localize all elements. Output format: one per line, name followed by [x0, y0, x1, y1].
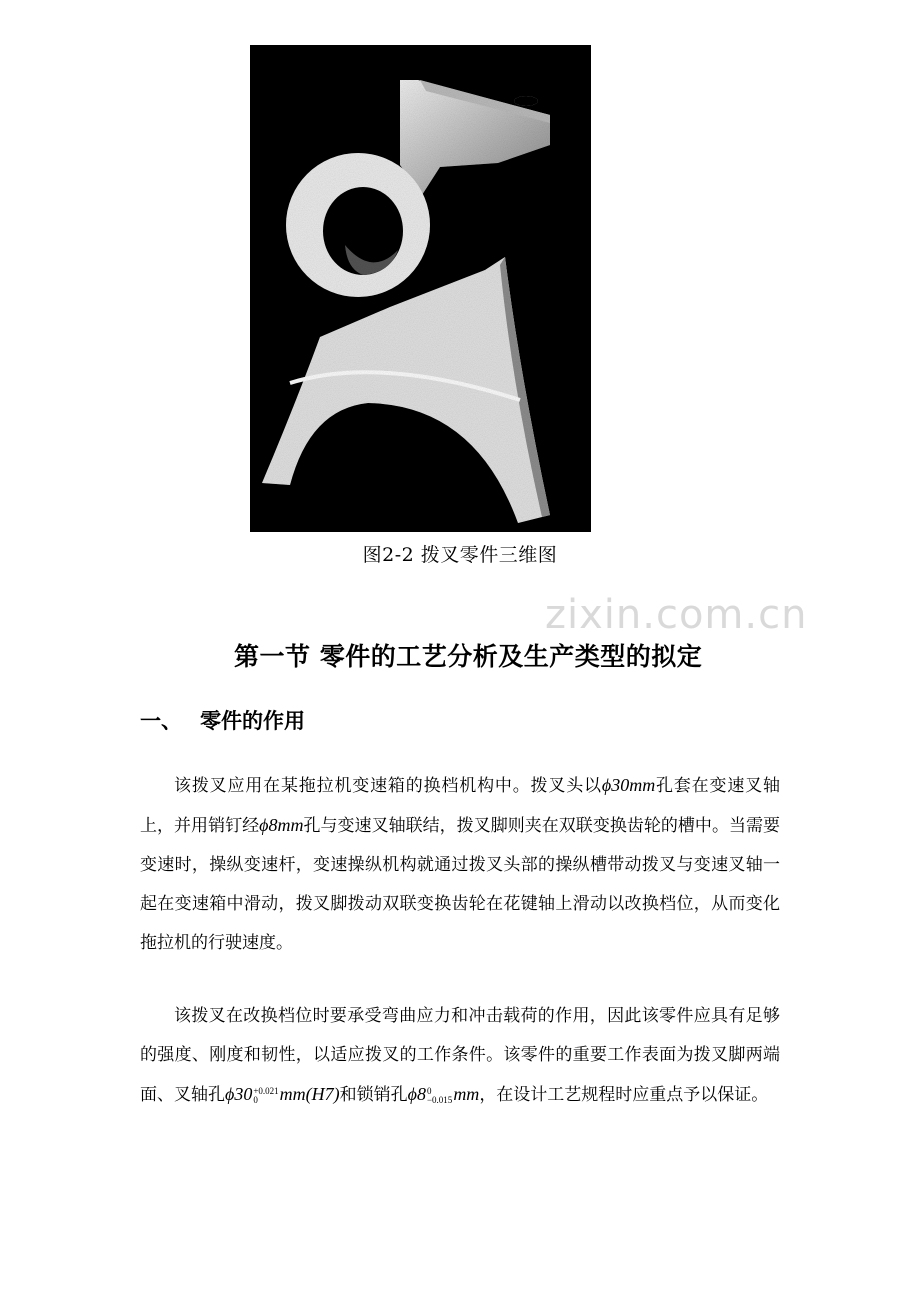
fork-part-3d-icon [250, 45, 591, 532]
fork-part-3d-figure [250, 45, 591, 532]
p2-tol-30-lower: 0 [253, 1094, 258, 1105]
p2-tolerance-30 [253, 1087, 278, 1105]
subsection-title [140, 705, 305, 735]
p2-text-1: 该拨叉在改换档位时要承受弯曲应力和冲击载荷的作用，因此该零件应具有足够的强度、刚度和韧性，以适应拨叉的工作条件。该零件的重要工作表面为拨叉脚两端面、叉轴孔 [140, 1006, 780, 1105]
p2-math-base-30: ϕ30 [225, 1084, 253, 1104]
p2-math-tail-8: mm [453, 1084, 480, 1104]
p1-text-3: 孔与变速叉轴联结，拨叉脚则夹在双联变换齿轮的槽中。当需要变速时，操纵变速杆，变速操纵机构就通过拨叉头部的操纵槽带动拨叉与变速叉轴一起在变速箱中滑动，拨叉脚拨动双联变换齿轮在花键轴上滑动以改换档位，从而变化拖拉机的行驶速度。 [140, 816, 781, 953]
p2-text-3: ，在设计工艺规程时应重点予以保证。 [479, 1085, 769, 1105]
p2-tolerance-8 [427, 1087, 452, 1105]
p2-math-tail-30: mm(H7) [279, 1084, 340, 1104]
p1-math-hole-8: ϕ8mm [259, 815, 304, 835]
subsection-number: 一、 [140, 709, 182, 733]
paragraph-function [140, 766, 780, 963]
p1-text-1: 该拨叉应用在某拖拉机变速箱的换档机构中。拨叉头以 [174, 776, 602, 796]
p2-text-2: 和锁销孔 [339, 1085, 408, 1105]
figure-caption: 图2-2 拨叉零件三维图 [362, 544, 558, 566]
paragraph-requirements [140, 997, 780, 1115]
section-title: 第一节 零件的工艺分析及生产类型的拟定 [234, 642, 703, 671]
subsection-text: 零件的作用 [200, 709, 305, 733]
p2-tol-8-upper: 0 [426, 1085, 432, 1096]
watermark-text: zixin.com.cn [545, 592, 808, 638]
p1-math-hole-30: ϕ30mm [601, 775, 656, 795]
p1-text-2: 孔套在变速叉轴上，并用销钉经 [140, 776, 780, 836]
p2-math-base-8: ϕ8 [407, 1084, 426, 1104]
p2-tol-8-lower: −0.015 [426, 1094, 453, 1105]
p2-tol-30-upper: +0.021 [253, 1085, 279, 1096]
